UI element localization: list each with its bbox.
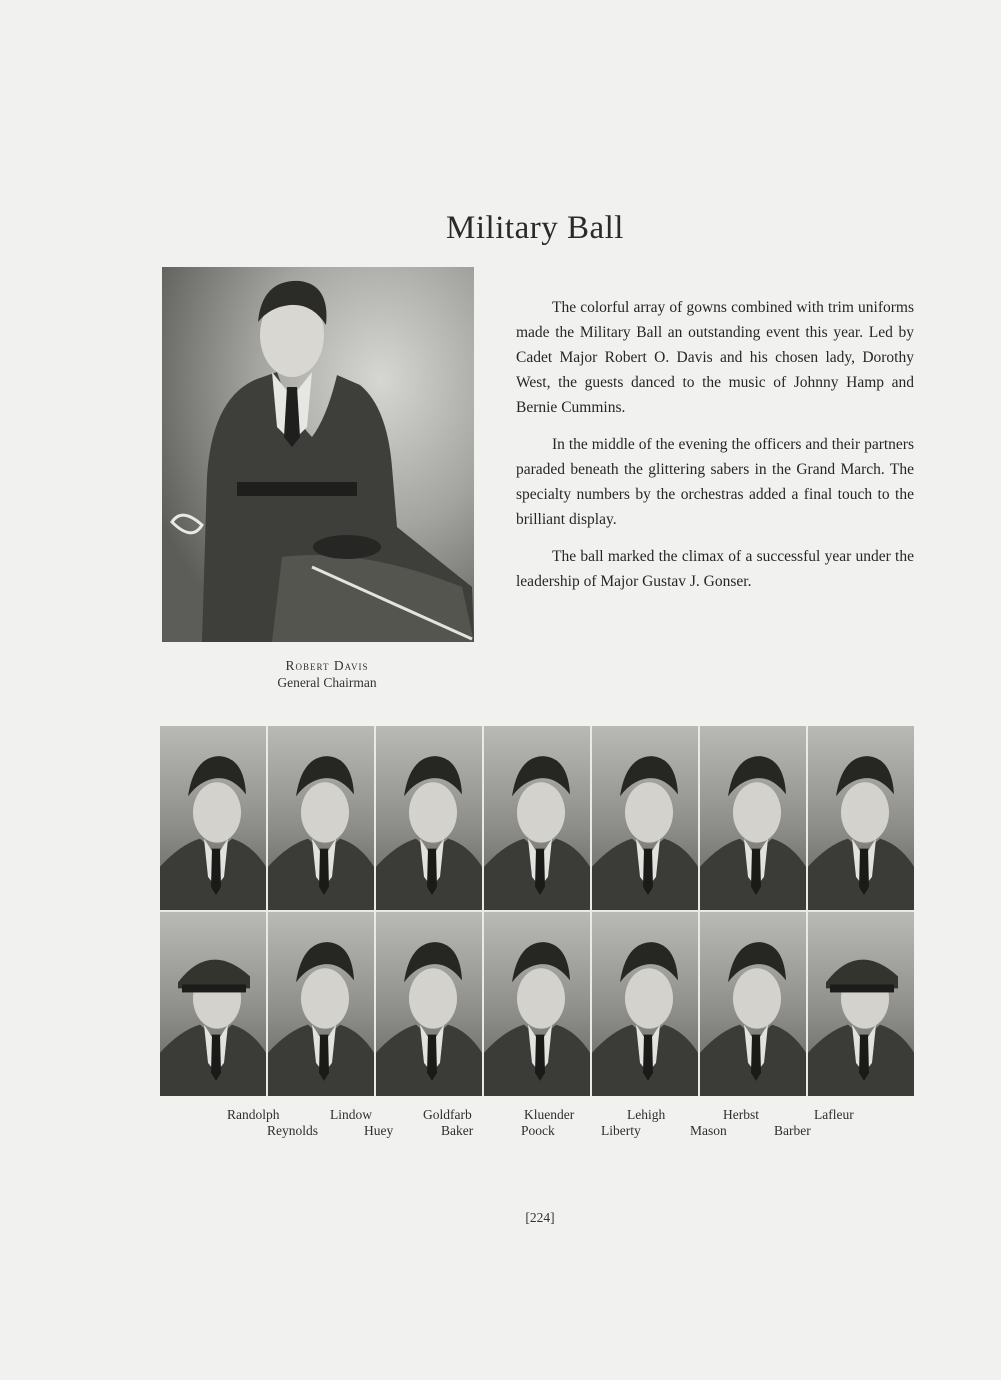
photo-names (160, 1107, 914, 1147)
portrait-caption (162, 657, 492, 691)
officer-headshot-photo (592, 912, 698, 1096)
caption-role: General Chairman (277, 675, 377, 690)
caption-name: Robert Davis (285, 658, 369, 673)
name-label: Baker (441, 1123, 474, 1138)
name-label: Liberty (601, 1123, 641, 1138)
name-label: Herbst (723, 1107, 759, 1122)
page-number: [224] (525, 1210, 555, 1225)
officer-headshot-photo (808, 912, 914, 1096)
paragraph: The ball marked the climax of a successful year under the leadership of Major Gustav J. Gonser. (516, 548, 914, 590)
paragraph: In the middle of the evening the officers and their partners paraded beneath the glittering sabers in the Grand March. The specialty numbers by the orchestras added a final touch to the brilliant display. (516, 436, 914, 528)
name-label: Goldfarb (423, 1107, 472, 1122)
name-label: Poock (521, 1123, 555, 1138)
officer-headshot-photo (700, 726, 806, 910)
officer-headshot-photo (808, 726, 914, 910)
name-label: Huey (364, 1123, 394, 1138)
paragraph: The colorful array of gowns combined with trim uniforms made the Military Ball an outstanding event this year. Led by Cadet Major Robert O. Davis and his chosen lady, Dorothy West, the guests danced to the music of Johnny Hamp and Bernie Cummins. (516, 299, 914, 416)
officer-headshot-photo (160, 912, 266, 1096)
page-title: Military Ball (446, 210, 624, 247)
article-body (516, 295, 914, 606)
officer-headshot-photo (376, 726, 482, 910)
portrait-photo (162, 267, 474, 642)
officer-headshot-photo (160, 726, 266, 910)
officer-headshot-photo (592, 726, 698, 910)
officer-headshot-photo (484, 726, 590, 910)
name-label: Lafleur (814, 1107, 854, 1122)
name-label: Reynolds (267, 1123, 319, 1138)
officer-photo-grid (160, 726, 914, 1096)
name-label: Lehigh (627, 1107, 666, 1122)
officer-headshot-photo (268, 726, 374, 910)
name-label: Mason (690, 1123, 727, 1138)
officer-headshot-photo (268, 912, 374, 1096)
officer-headshot-photo (700, 912, 806, 1096)
officer-headshot-photo (484, 912, 590, 1096)
name-label: Lindow (330, 1107, 372, 1122)
portrait-illustration (162, 267, 474, 642)
name-label: Kluender (524, 1107, 575, 1122)
officer-headshot-photo (376, 912, 482, 1096)
name-label: Randolph (227, 1107, 280, 1122)
name-label: Barber (774, 1123, 811, 1138)
